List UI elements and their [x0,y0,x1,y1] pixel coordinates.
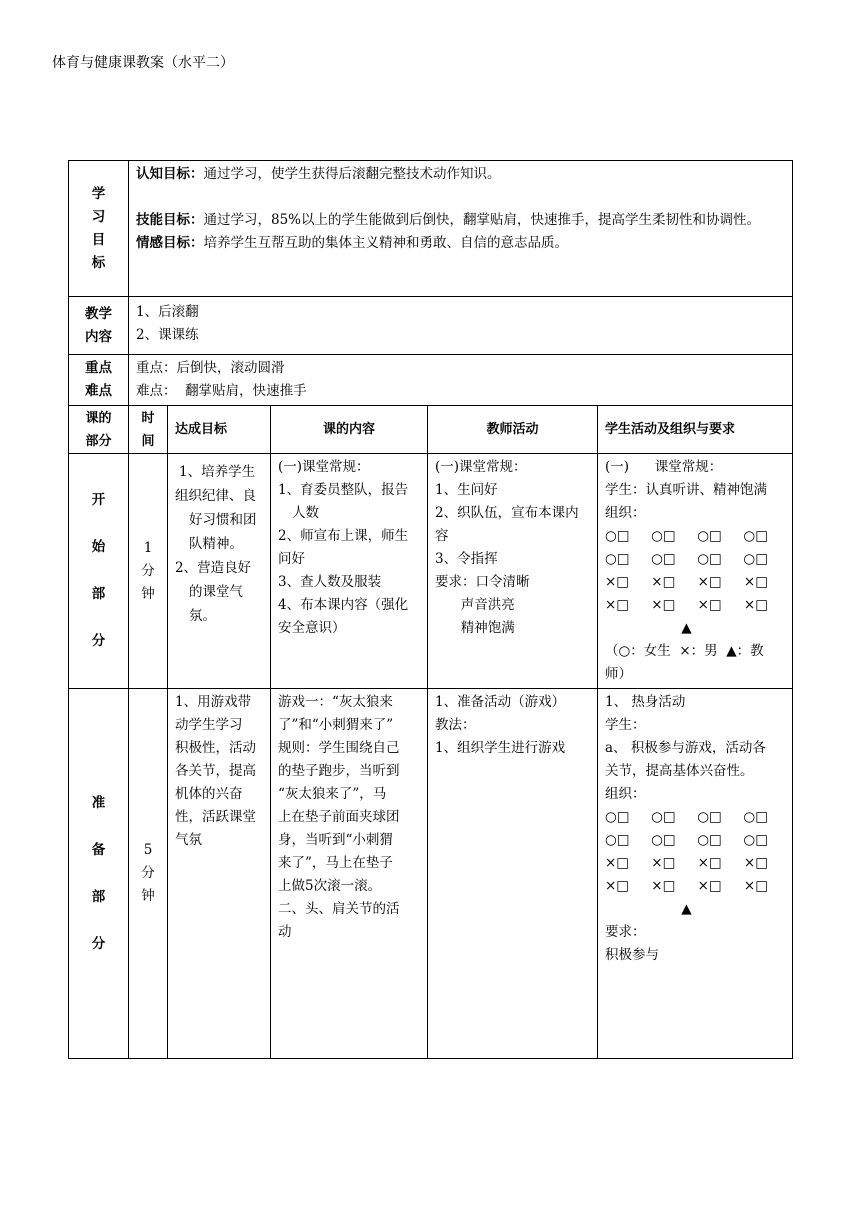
goal-line: 性，活跃课堂 [175,809,256,825]
goals-row [69,161,793,297]
teacher-line: 2、织队伍，宣布本课内 [435,505,579,521]
goal-cognitive [136,163,786,186]
goal-line: 2、营造良好 [175,560,252,576]
formation-mark: ×□ [605,855,630,871]
keypoints-label-line: 重点 [85,360,112,376]
student-line: 1、 热身活动 [605,694,686,710]
formation-mark: ×□ [605,574,630,590]
goal-skill [136,209,786,232]
student-line: 组织： [605,786,646,802]
formation-mark: ○□ [605,809,630,825]
content-line: 了”和“小刺猬来了” [278,717,394,733]
header-time [129,406,168,454]
goal-line: 队精神。 [189,536,243,552]
section-time [129,454,168,689]
formation-mark: ×□ [651,597,676,613]
formation-mark: ○□ [697,551,722,567]
formation-mark: ×□ [697,597,722,613]
header-teacher: 教师活动 [428,406,598,454]
formation-row [605,548,768,571]
content-line: 的垫子跑步，当听到 [278,763,400,779]
student-line: 积极参与 [605,947,659,963]
student-line: (一) 课堂常规： [605,459,723,475]
formation-mark: ×□ [743,597,768,613]
formation-mark: ×□ [605,878,630,894]
goal-line: 氛。 [189,608,216,624]
goal-text: 培养学生互帮互助的集体主义精神和勇敢、自信的意志品质。 [203,235,568,251]
formation-mark: ×□ [605,597,630,613]
section-goal [168,689,271,1059]
section-student [598,689,793,1059]
time-line: 分 [141,865,155,881]
content-label [69,297,129,355]
content-line: 安全意识） [278,620,346,636]
teacher-line: 容 [435,528,449,544]
formation-mark: ○□ [651,809,676,825]
goal-key: 情感目标： [136,235,204,251]
content-label-line: 教学 [85,305,112,322]
student-line: a、 积极参与游戏，活动各 [605,740,766,756]
formation-grid [605,525,786,640]
teacher-line: (一)课堂常规： [435,459,527,475]
section-teacher [428,689,598,1059]
part-char: 部 [91,888,106,905]
formation-mark: ○□ [605,551,630,567]
content-line: 游戏一：“灰太狼来 [278,694,393,710]
formation-mark: ○□ [743,809,768,825]
formation-mark: ×□ [743,878,768,894]
part-char: 准 [91,794,106,811]
header-content: 课的内容 [271,406,428,454]
content-line: “灰太狼来了”，马 [278,786,387,802]
section-part-label [69,454,129,689]
goal-text: 通过学习，85%以上的学生能做到后倒快，翻掌贴肩，快速推手，提高学生柔韧性和协调性。 [203,212,761,228]
goal-line: 的课堂气 [189,584,243,600]
formation-row [605,571,768,594]
student-line: 组织： [605,505,646,521]
formation-row [605,875,768,898]
goal-key: 认知目标： [136,166,204,182]
formation-mark: ×□ [697,878,722,894]
content-line: 来了”，马上在垫子 [278,855,393,871]
part-char: 分 [91,935,106,952]
time-line: 5 [143,842,153,858]
formation-row [605,525,768,548]
goal-line: 1、用游戏带 [175,694,252,710]
content-row [69,297,793,355]
student-line: 关节，提高基体兴奋性。 [605,763,754,779]
keypoints-label [69,355,129,406]
goal-emotion [136,232,786,255]
formation-mark: ×□ [651,878,676,894]
content-label-line: 内容 [85,328,112,345]
section-content [271,689,428,1059]
formation-mark: ○□ [697,832,722,848]
teacher-line: 1、生问好 [435,482,498,498]
formation-mark: ○□ [651,551,676,567]
goals-label [69,161,129,297]
header-part-line: 部分 [85,433,112,449]
formation-grid [605,806,786,921]
header-time-line: 时 [141,410,155,426]
student-line: 师） [605,666,632,682]
content-line: 2、师宣布上课，师生 [278,528,409,544]
section-row-start [69,454,793,689]
keypoints-label-line: 难点 [85,383,112,399]
section-row-prep [69,689,793,1059]
formation-row [605,829,768,852]
time-line: 钟 [141,585,155,602]
content-line: 1、后滚翻 [136,304,199,320]
formation-mark: ○□ [743,832,768,848]
teacher-line: 1、准备活动（游戏） [435,694,566,710]
content-line: (一)课堂常规： [278,459,370,475]
section-time [129,689,168,1059]
teacher-line: 声音洪亮 [435,597,515,613]
content-line: 3、查人数及服装 [278,574,382,590]
time-line: 1 [143,539,153,556]
goals-label-char: 学 [91,185,106,202]
goal-text: 通过学习，使学生获得后滚翻完整技术动作知识。 [203,166,501,182]
goal-line: 1、培养学生 [179,464,256,480]
goal-line: 组织纪律、良 [175,488,256,504]
section-goal [168,454,271,689]
teacher-line: 教法： [435,717,476,733]
formation-mark: ×□ [651,855,676,871]
part-char: 开 [91,492,106,508]
part-char: 部 [91,586,106,602]
formation-mark: ×□ [743,574,768,590]
formation-mark: ○□ [651,832,676,848]
formation-mark: ○□ [743,551,768,567]
content-line: 问好 [278,551,305,567]
teacher-line: 精神饱满 [435,620,515,636]
part-char: 分 [91,633,106,649]
goals-label-char: 标 [91,254,106,271]
content-line: 规则：学生围绕自己 [278,740,400,756]
section-content [271,454,428,689]
goal-key: 技能目标： [136,212,204,228]
teacher-position-icon: ▲ [681,901,692,917]
section-part-label [69,689,129,1059]
content-line: 身，当听到“小刺猬 [278,832,393,848]
header-student: 学生活动及组织与要求 [598,406,793,454]
formation-mark: ×□ [697,855,722,871]
content-line: 2、课课练 [136,327,199,343]
header-part-line: 课的 [85,410,112,426]
section-student [598,454,793,689]
header-time-line: 间 [141,433,155,449]
goal-line: 各关节，提高 [175,763,256,779]
time-line: 分 [141,562,155,579]
teacher-line: 要求：口令清晰 [435,574,530,590]
student-line: 学生：认真听讲、精神饱满 [605,482,767,498]
goals-label-char: 习 [91,208,106,225]
formation-mark: ○□ [697,528,722,544]
student-line: 学生： [605,717,646,733]
lesson-plan-table [68,160,793,1059]
formation-mark: ○□ [605,528,630,544]
formation-row [605,852,768,875]
content-line: 上做5次滚一滚。 [278,878,382,894]
student-line: （○：女生 ×：男 ▲：教 [605,643,764,659]
table-header-row [69,406,793,454]
keypoints-row [69,355,793,406]
formation-mark: ×□ [697,574,722,590]
content-line: 4、布本课内容（强化 [278,597,409,613]
header-part [69,406,129,454]
teacher-line: 3、令指挥 [435,551,498,567]
formation-mark: ×□ [743,855,768,871]
goals-cell [129,161,793,297]
teacher-line: 1、组织学生进行游戏 [435,740,566,756]
keypoint-line: 重点：后倒快，滚动圆滑 [136,360,285,376]
content-cell [129,297,793,355]
section-teacher [428,454,598,689]
student-line: 要求： [605,924,646,940]
time-line: 钟 [141,888,155,904]
content-line: 动 [278,924,292,940]
goal-line: 机体的兴奋 [175,786,243,802]
keypoint-line: 难点： 翻掌贴肩，快速推手 [136,383,307,399]
goal-line: 积极性，活动 [175,740,256,756]
formation-mark: ○□ [743,528,768,544]
goal-line: 好习惯和团 [189,512,257,528]
formation-mark: ○□ [697,809,722,825]
keypoints-cell [129,355,793,406]
content-line: 人数 [292,505,319,521]
formation-mark: ×□ [651,574,676,590]
document-title: 体育与健康课教案（水平二） [52,55,234,71]
formation-row [605,594,768,617]
content-line: 1、育委员整队，报告 [278,482,409,498]
teacher-position-icon: ▲ [681,620,692,636]
goals-label-char: 目 [91,231,106,248]
goal-line: 气氛 [175,832,202,848]
content-line: 二、头、肩关节的活 [278,901,400,917]
formation-row [605,806,768,829]
formation-mark: ○□ [651,528,676,544]
formation-mark: ○□ [605,832,630,848]
goal-line: 动学生学习 [175,717,243,733]
part-char: 始 [91,539,106,555]
header-goal: 达成目标 [168,406,271,454]
part-char: 备 [91,841,106,858]
content-line: 上在垫子前面夹球团 [278,809,400,825]
